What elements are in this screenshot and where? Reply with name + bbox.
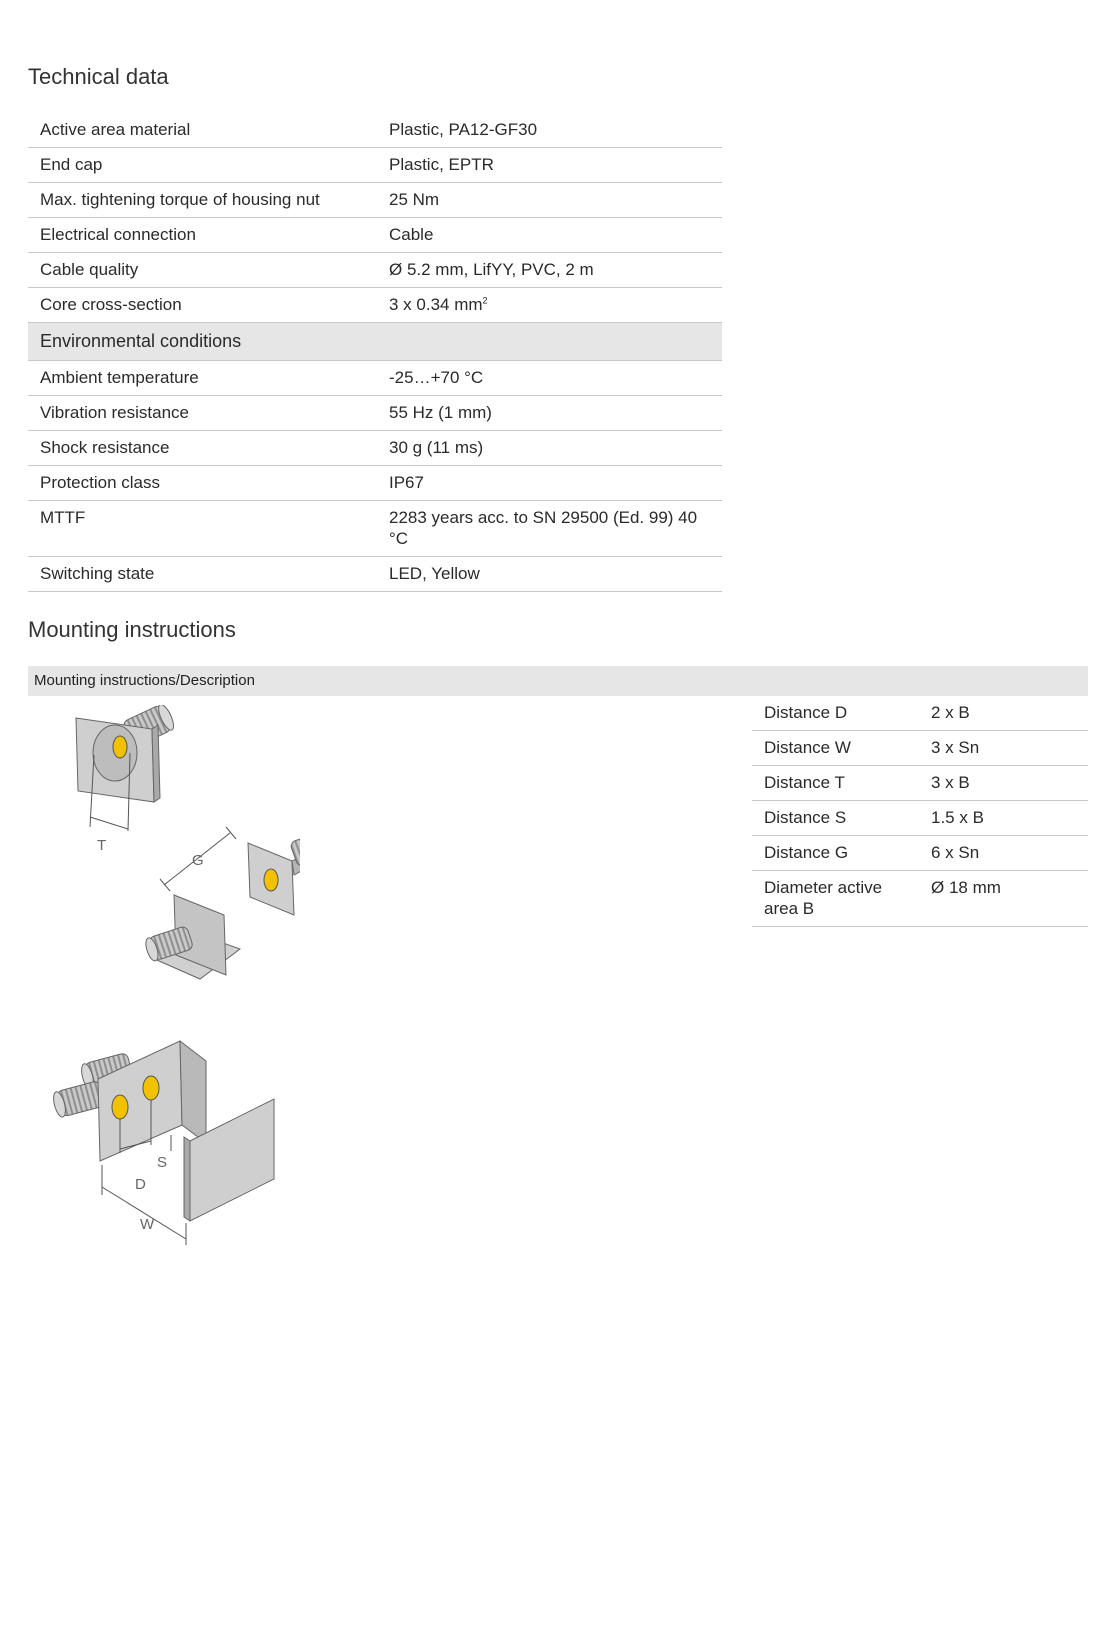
- row-label: Switching state: [28, 557, 377, 592]
- row-value: Ø 5.2 mm, LifYY, PVC, 2 m: [377, 253, 722, 288]
- table-row: [752, 731, 1088, 766]
- row-value: 30 g (11 ms): [377, 431, 722, 466]
- row-label: Ambient temperature: [28, 361, 377, 396]
- dimension-s-label: S: [157, 1154, 168, 1171]
- row-label: Distance W: [752, 731, 919, 766]
- table-row: [28, 183, 722, 218]
- row-label: MTTF: [28, 501, 377, 557]
- row-value: -25…+70 °C: [377, 361, 722, 396]
- row-value: IP67: [377, 466, 722, 501]
- row-label: Protection class: [28, 466, 377, 501]
- row-label: Distance S: [752, 801, 919, 836]
- table-row: [28, 253, 722, 288]
- row-label: Electrical connection: [28, 218, 377, 253]
- row-label: Distance D: [752, 696, 919, 731]
- dimension-t-label: T: [97, 837, 107, 854]
- flush-mounting-figure: [76, 705, 177, 854]
- dimension-d-label: D: [135, 1176, 146, 1193]
- row-label: Distance G: [752, 836, 919, 871]
- row-label: Diameter active area B: [752, 871, 919, 927]
- mounting-description-bar: Mounting instructions/Description: [28, 666, 1088, 696]
- table-row: [28, 501, 722, 557]
- row-label: Cable quality: [28, 253, 377, 288]
- row-value: Plastic, PA12-GF30: [377, 113, 722, 148]
- row-value: Plastic, EPTR: [377, 148, 722, 183]
- row-value: 3 x B: [919, 766, 1088, 801]
- table-row: [28, 113, 722, 148]
- table-row: [752, 836, 1088, 871]
- row-value: 25 Nm: [377, 183, 722, 218]
- superscript-2: 2: [482, 295, 488, 306]
- table-row: [28, 466, 722, 501]
- row-value: Cable: [377, 218, 722, 253]
- row-label: Active area material: [28, 113, 377, 148]
- row-label: Core cross-section: [28, 288, 377, 323]
- table-row: [28, 288, 722, 323]
- mounting-diagram: [40, 705, 300, 1265]
- row-label: Vibration resistance: [28, 396, 377, 431]
- section-header: Environmental conditions: [28, 323, 722, 361]
- row-value: 55 Hz (1 mm): [377, 396, 722, 431]
- core-cross-section-value: 3 x 0.34 mm: [389, 295, 483, 314]
- section-header-row: [28, 323, 722, 361]
- table-row: [752, 696, 1088, 731]
- row-value: Ø 18 mm: [919, 871, 1088, 927]
- opposed-mounting-figure: [143, 827, 300, 979]
- mounting-instructions-title: Mounting instructions: [28, 617, 236, 642]
- table-row: [28, 557, 722, 592]
- table-row: [28, 396, 722, 431]
- table-row: [28, 431, 722, 466]
- table-row: [752, 766, 1088, 801]
- side-by-side-mounting-figure: [51, 1041, 274, 1245]
- technical-data-title: Technical data: [28, 64, 169, 89]
- row-value: 6 x Sn: [919, 836, 1088, 871]
- row-value: 2283 years acc. to SN 29500 (Ed. 99) 40 °C: [377, 501, 722, 557]
- row-value: [377, 288, 722, 323]
- distances-table: [752, 696, 1088, 927]
- table-row: [28, 148, 722, 183]
- table-row: [752, 871, 1088, 927]
- row-label: Max. tightening torque of housing nut: [28, 183, 377, 218]
- technical-data-table: [28, 113, 722, 592]
- row-value: 2 x B: [919, 696, 1088, 731]
- row-label: Shock resistance: [28, 431, 377, 466]
- row-value: LED, Yellow: [377, 557, 722, 592]
- table-row: [28, 218, 722, 253]
- row-value: 3 x Sn: [919, 731, 1088, 766]
- row-label: End cap: [28, 148, 377, 183]
- table-row: [28, 361, 722, 396]
- dimension-w-label: W: [140, 1216, 155, 1233]
- table-row: [752, 801, 1088, 836]
- row-value: 1.5 x B: [919, 801, 1088, 836]
- dimension-g-label: G: [192, 852, 204, 869]
- row-label: Distance T: [752, 766, 919, 801]
